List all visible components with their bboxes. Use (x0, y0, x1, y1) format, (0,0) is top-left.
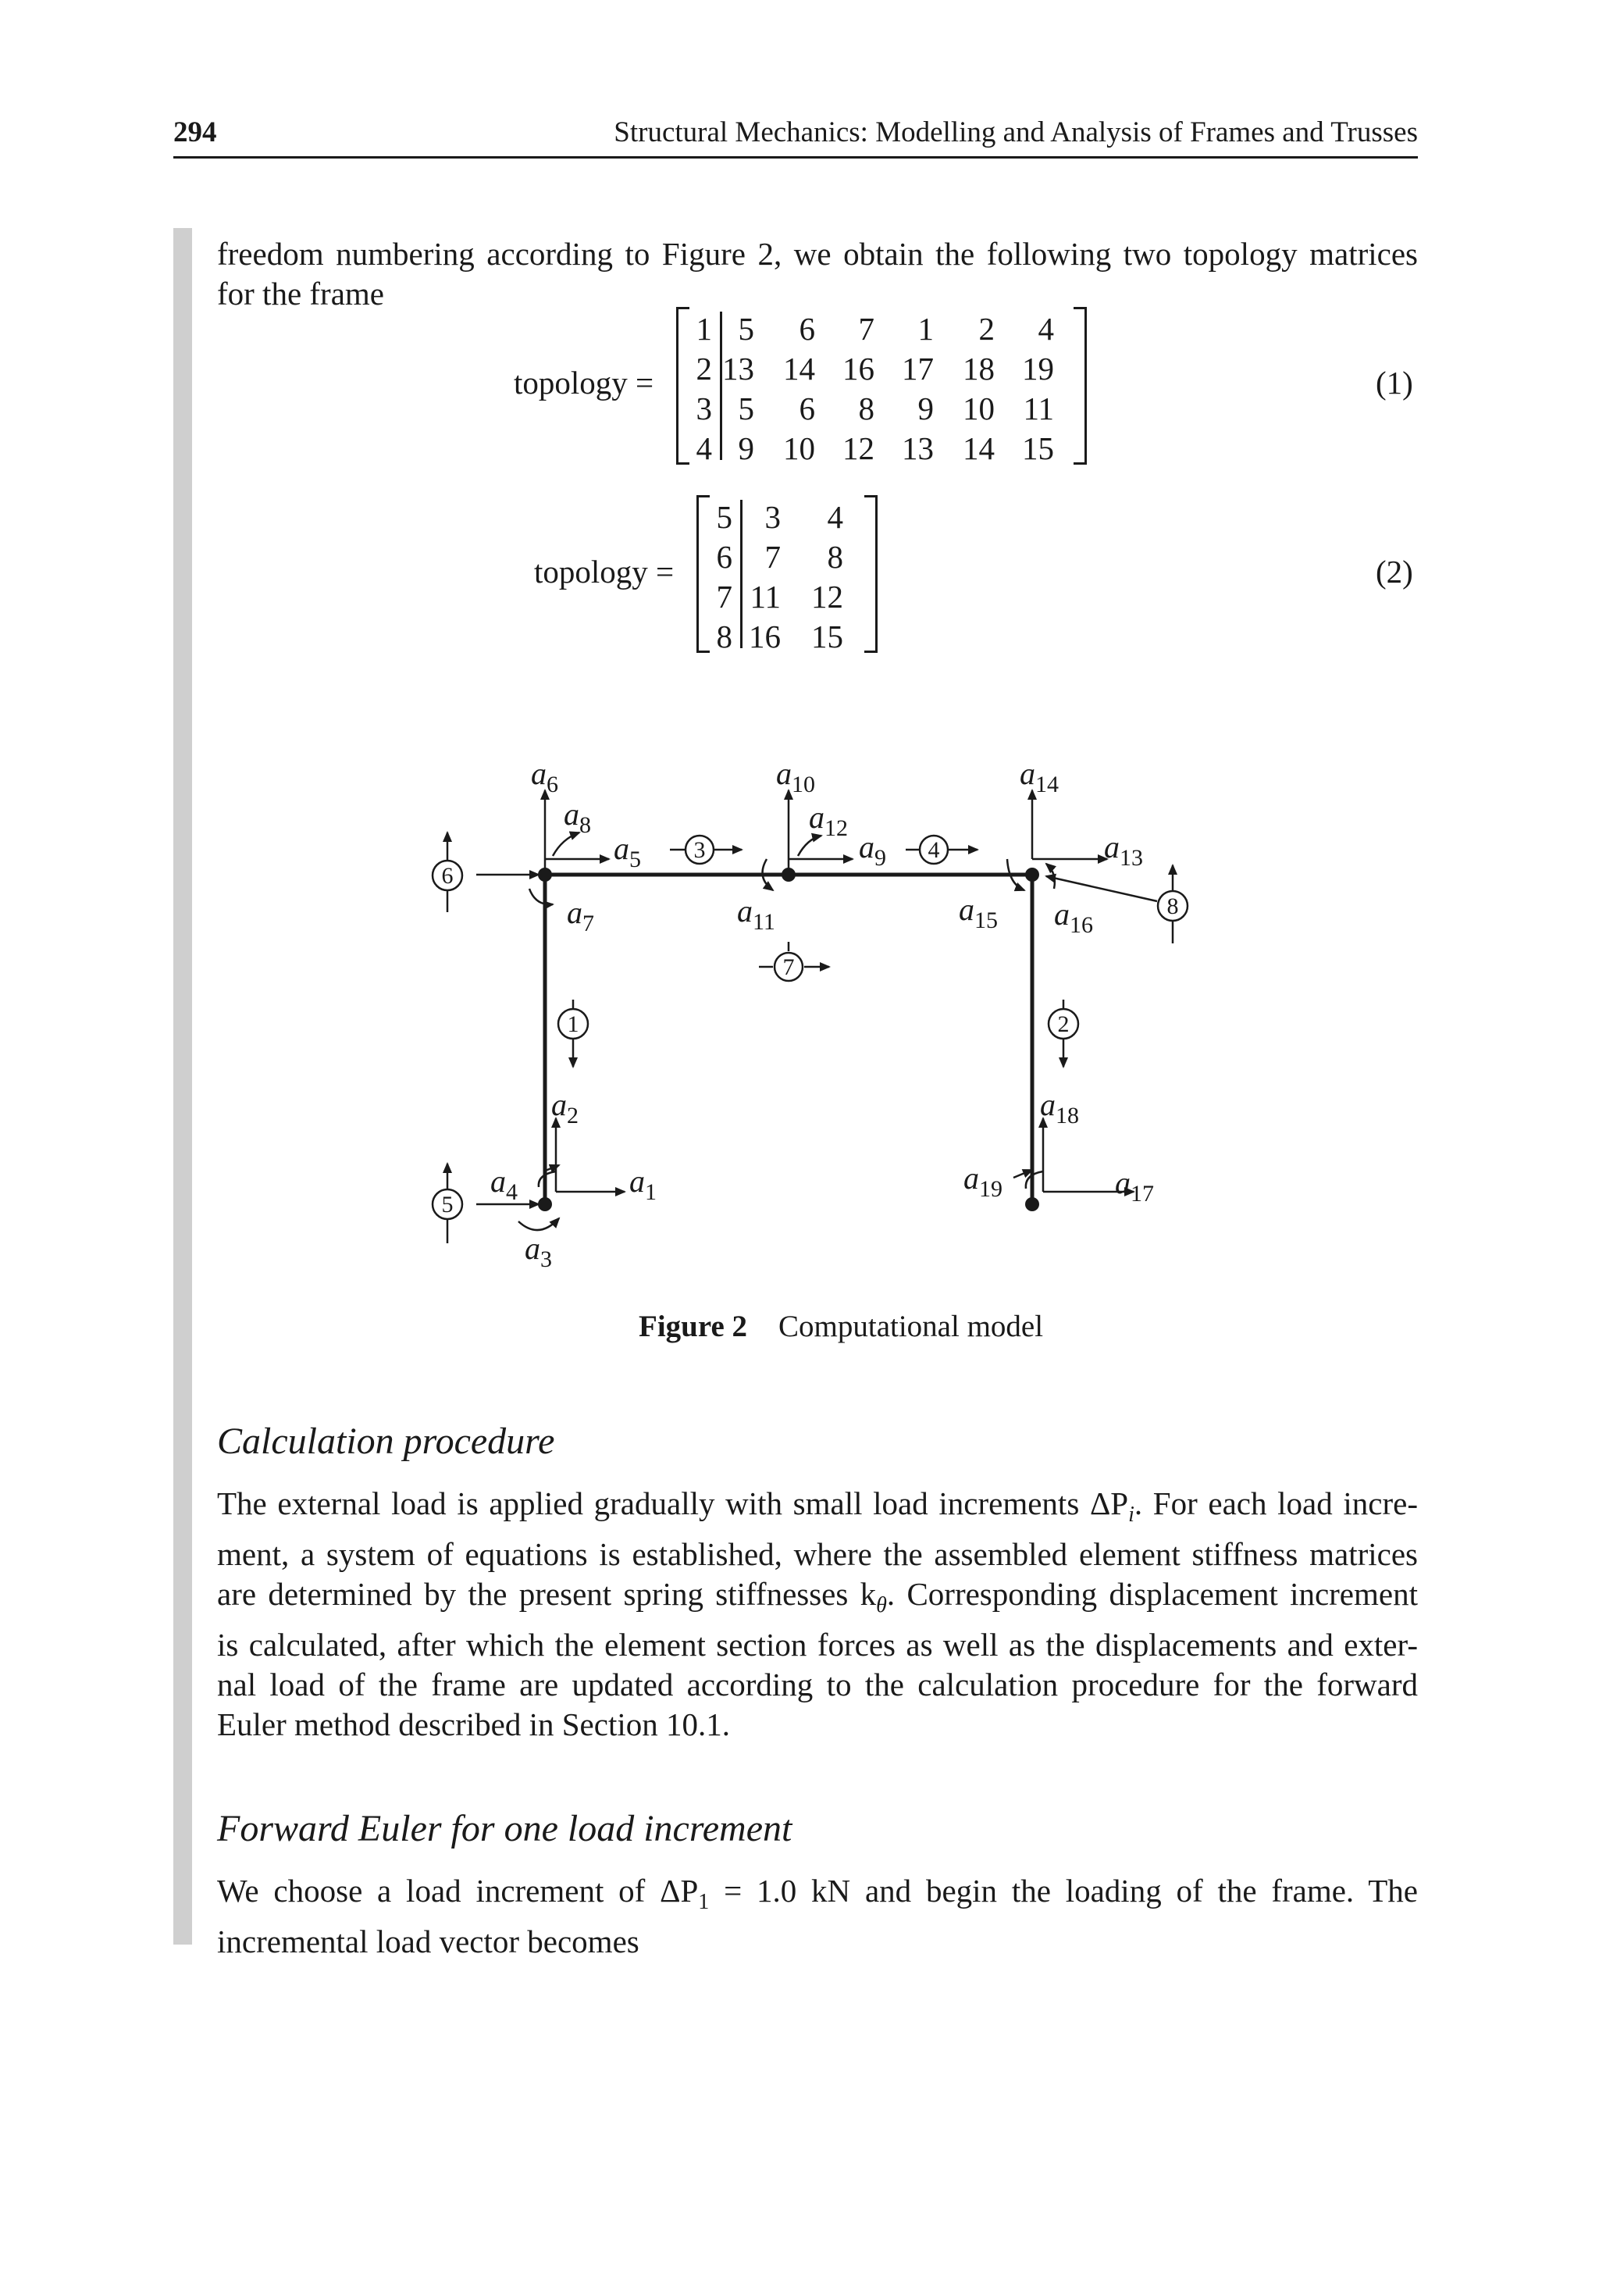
text-line: are determined by the present spring stiffnesses $k_\theta$. Corresponding displacement increment (217, 1576, 1418, 1618)
element-1-label: 1 (567, 1011, 579, 1037)
text-line: nal load of the frame are updated according to the calculation procedure for the forward (217, 1667, 1418, 1703)
matrix-cell: 9 (738, 430, 754, 466)
matrix-cell: 11 (750, 579, 781, 615)
matrix-cell: 12 (842, 430, 874, 466)
matrix-cell: 10 (963, 390, 995, 426)
matrix-cell: 19 (1022, 351, 1054, 387)
node (538, 1197, 552, 1211)
matrix-cell: 15 (1022, 430, 1054, 466)
element-7-label: 7 (782, 954, 795, 980)
matrix-cell: 2 (978, 311, 995, 347)
dof-label: $a_{18}$ (1040, 1087, 1079, 1128)
section-heading: Calculation procedure (217, 1421, 555, 1462)
matrix-cell: 14 (963, 430, 995, 466)
dof-label: $a_7$ (567, 895, 594, 936)
matrix-cell: 16 (749, 619, 781, 654)
page-number: 294 (173, 116, 217, 148)
intro-line: freedom numbering according to Figure 2, we obtain the following two topology matrices (217, 236, 1418, 272)
matrix-cell: 13 (902, 430, 934, 466)
dof-label: $a_9$ (859, 829, 886, 871)
section-heading: Forward Euler for one load increment (217, 1808, 792, 1849)
eq1-number: (1) (1376, 365, 1413, 401)
caption-label: Figure 2 (639, 1310, 748, 1343)
frame-model-figure (406, 742, 1218, 1289)
element-5-label: 5 (441, 1192, 454, 1218)
running-title: Structural Mechanics: Modelling and Analysis of Frames and Trusses (614, 116, 1418, 148)
change-bar (173, 228, 192, 1945)
eq2-label: topology = (534, 554, 675, 590)
text-line: The external load is applied gradually with small load increments $\Delta P_i$. For each load incre- (217, 1485, 1418, 1528)
dof-label: $a_{11}$ (737, 893, 775, 935)
dof-label: $a_2$ (551, 1087, 579, 1128)
eq2-cells (696, 495, 878, 653)
element-6-label: 6 (441, 863, 454, 889)
header-rule (173, 156, 1418, 159)
matrix-cell: 7 (764, 539, 781, 575)
matrix-cell: 4 (696, 430, 712, 466)
dof-label: $a_5$ (614, 831, 641, 872)
element-8-label: 8 (1166, 893, 1179, 919)
eq2-matrix (696, 495, 878, 653)
dof-label: $a_6$ (531, 756, 558, 797)
node (1025, 1197, 1039, 1211)
matrix-cell: 8 (858, 390, 874, 426)
element-2-label: 2 (1057, 1011, 1070, 1037)
matrix-cell: 18 (963, 351, 995, 387)
matrix-cell: 1 (696, 311, 712, 347)
matrix-cell: 5 (716, 499, 732, 535)
node (1025, 868, 1039, 882)
section1-paragraph (217, 1484, 1418, 1745)
figure-caption (639, 1309, 1043, 1344)
matrix-cell: 2 (696, 351, 712, 387)
eq2-number: (2) (1376, 554, 1413, 590)
dof-label: $a_4$ (490, 1164, 518, 1205)
matrix-cell: 7 (858, 311, 874, 347)
node (538, 868, 552, 882)
section2-paragraph (217, 1871, 1418, 1962)
dof-label: $a_{16}$ (1054, 897, 1093, 938)
matrix-cell: 1 (917, 311, 934, 347)
dof-label: $a_{14}$ (1020, 756, 1059, 797)
dof-label: $a_3$ (525, 1231, 552, 1272)
eq1-label: topology = (514, 365, 654, 401)
dof-label: $a_8$ (564, 797, 591, 838)
matrix-cell: 5 (738, 311, 754, 347)
matrix-cell: 6 (716, 539, 732, 575)
matrix-cell: 9 (917, 390, 934, 426)
matrix-cell: 5 (738, 390, 754, 426)
text-line: Euler method described in Section 10.1. (217, 1706, 730, 1743)
eq1-cells (676, 307, 1087, 465)
text-line: incremental load vector becomes (217, 1923, 639, 1960)
matrix-cell: 17 (902, 351, 934, 387)
matrix-cell: 14 (783, 351, 815, 387)
matrix-cell: 15 (811, 619, 843, 654)
matrix-cell: 12 (811, 579, 843, 615)
matrix-cell: 8 (827, 539, 843, 575)
text-line: We choose a load increment of $\Delta P_1 = 1.0$ kN and begin the loading of the frame. The (217, 1873, 1418, 1915)
intro-line: for the frame (217, 276, 384, 312)
dof-label: $a_1$ (629, 1164, 657, 1205)
matrix-cell: 8 (716, 619, 732, 654)
matrix-cell: 13 (722, 351, 754, 387)
node (782, 868, 796, 882)
matrix-cell: 11 (1023, 390, 1054, 426)
caption-text: Computational model (778, 1310, 1044, 1343)
dof-label: $a_{12}$ (809, 800, 848, 841)
dof-label: $a_{17}$ (1115, 1165, 1154, 1207)
matrix-cell: 4 (827, 499, 843, 535)
matrix-cell: 4 (1038, 311, 1054, 347)
dof-label: $a_{19}$ (963, 1160, 1002, 1202)
matrix-cell: 10 (783, 430, 815, 466)
intro-paragraph (217, 234, 1418, 314)
matrix-cell: 6 (799, 390, 815, 426)
dof-label: $a_{13}$ (1104, 829, 1143, 871)
matrix-cell: 7 (716, 579, 732, 615)
matrix-cell: 3 (764, 499, 781, 535)
matrix-cell: 3 (696, 390, 712, 426)
element-4-label: 4 (928, 837, 940, 863)
matrix-cell: 16 (842, 351, 874, 387)
matrix-cell: 6 (799, 311, 815, 347)
text-line: is calculated, after which the element section forces as well as the displacements and exter- (217, 1627, 1418, 1663)
text-line: ment, a system of equations is established, where the assembled element stiffness matrices (217, 1536, 1418, 1573)
element-3-label: 3 (693, 837, 706, 863)
dof-label: $a_{10}$ (776, 756, 815, 797)
dof-label: $a_{15}$ (959, 892, 998, 933)
eq1-matrix (676, 307, 1087, 465)
